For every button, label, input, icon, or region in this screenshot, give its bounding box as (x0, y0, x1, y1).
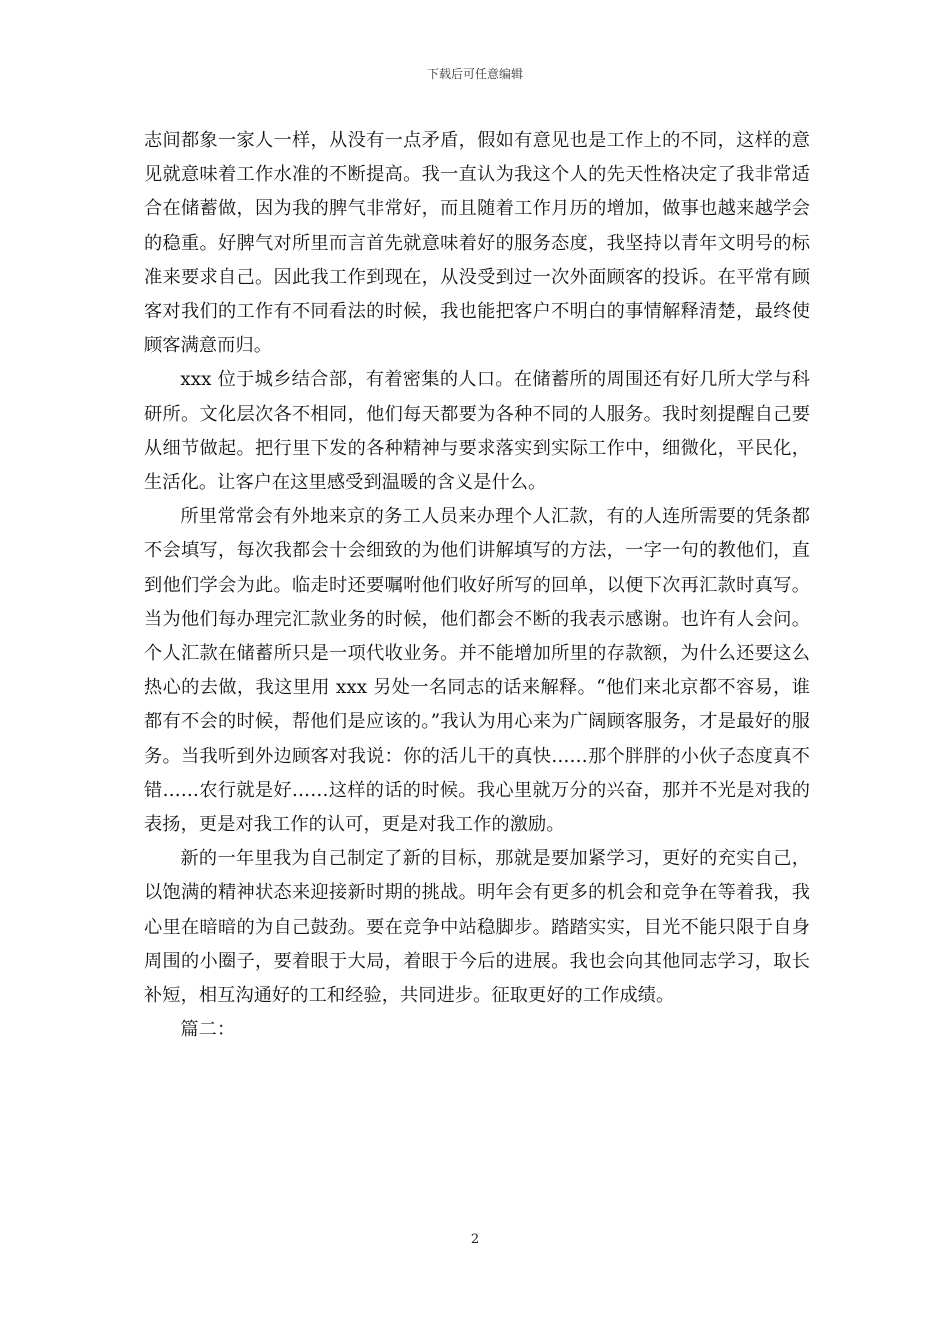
paragraph-location: xxx 位于城乡结合部，有着密集的人口。在储蓄所的周围还有好几所大学与科研所。文化层次各不相同，他们每天都要为各种不同的人服务。我时刻提醒自己要从细节做起。把行里下发的各种精神与要求落实到实际工作中，细微化，平民化，生活化。让客户在这里感受到温暖的含义是什么。 (144, 369, 810, 494)
section-heading-part-two: 篇二： (180, 1019, 236, 1041)
paragraph-remittance-service: 所里常常会有外地来京的务工人员来办理个人汇款，有的人连所需要的凭条都不会填写，每次我都会十会细致的为他们讲解填写的方法，一字一句的教他们，直到他们学会为此。临走时还要嘱咐他们收好所写的回单，以便下次再汇款时真写。当为他们每办理完汇款业务的时候，他们都会不断的我表示感谢。也许有人会问。个人汇款在储蓄所只是一项代收业务。并不能增加所里的存款额，为什么还要这么热心的去做，我这里用 xxx 另处一名同志的话来解释。“他们来北京都不容易，谁都有不会的时候，帮他们是应该的。”我认为用心来为广阔顾客服务，才是最好的服务。当我听到外边顾客对我说：你的活儿干的真快……那个胖胖的小伙子态度真不错……农行就是好……这样的话的时候。我心里就万分的兴奋，那并不光是对我的表扬，更是对我工作的认可，更是对我工作的激励。 (144, 506, 810, 836)
document-body (144, 124, 810, 1047)
page-number: 2 (470, 1232, 480, 1247)
paragraph-continuation: 志间都象一家人一样，从没有一点矛盾，假如有意见也是工作上的不同，这样的意见就意味着工作水准的不断提高。我一直认为我这个人的先天性格决定了我非常适合在储蓄做，因为我的脾气非常好，而且随着工作月历的增加，做事也越来越学会的稳重。好脾气对所里而言首先就意味着好的服务态度，我坚持以青年文明号的标准来要求自己。因此我工作到现在，从没受到过一次外面顾客的投诉。在平常有顾客对我们的工作有不同看法的时候，我也能把客户不明白的事情解释清楚，最终使顾客满意而归。 (144, 130, 810, 357)
page-header: 下载后可任意编辑 (426, 67, 523, 81)
paragraph-new-year-goals: 新的一年里我为自己制定了新的目标，那就是要加紧学习，更好的充实自己，以饱满的精神状态来迎接新时期的挑战。明年会有更多的机会和竞争在等着我，我心里在暗暗的为自己鼓劲。要在竞争中站稳脚步。踏踏实实，目光不能只限于自身周围的小圈子，要着眼于大局，着眼于今后的进展。我也会向其他同志学习，取长补短，相互沟通好的工和经验，共同进步。征取更好的工作成绩。 (144, 848, 810, 1007)
